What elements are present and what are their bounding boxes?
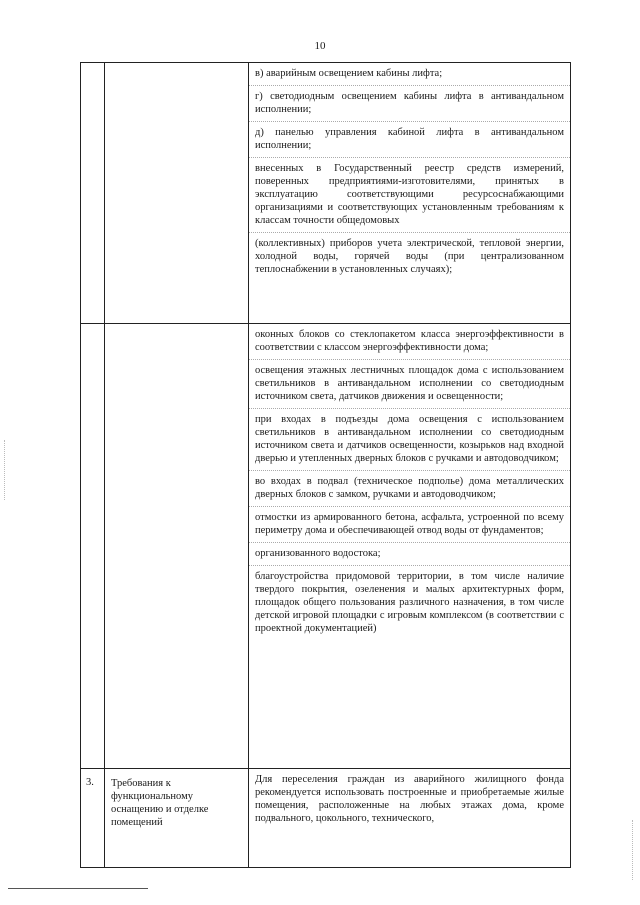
row-number-cell	[81, 769, 105, 868]
requirement-cell	[105, 63, 249, 324]
row-number-cell	[81, 324, 105, 769]
requirement-cell	[105, 324, 249, 769]
footer-rule	[8, 888, 148, 889]
description-cell	[249, 63, 571, 324]
description-paragraph: при входах в подъезды дома освещения с использованием светильников в антивандальном исполнении со светодиодным источником света и датчиков освещенности, козырьков над входной дверью и утепленных дверных блоков с ручками и автодоводчиком;	[249, 409, 570, 471]
row-number-cell	[81, 63, 105, 324]
description-paragraph: внесенных в Государственный реестр средств измерений, поверенных предприятиями-изготовителями, принятых в эксплуатацию соответствующими ресурсоснабжающими организациями и соответствующих установленным требованиям к классам точности общедомовых	[249, 158, 570, 233]
description-paragraph: во входах в подвал (техническое подполье) дома металлических дверных блоков с замком, ручками и автодоводчиком;	[249, 471, 570, 507]
description-paragraph: Для переселения граждан из аварийного жилищного фонда рекомендуется использовать построенные и приобретаемые жилые помещения, расположенные на любых этажах дома, кроме подвального, цокольного, технического,	[255, 774, 564, 824]
row-number: 3.	[86, 777, 94, 788]
description-paragraph: в) аварийным освещением кабины лифта;	[249, 63, 570, 86]
requirements-table	[80, 62, 571, 868]
description-paragraph: д) панелью управления кабиной лифта в антивандальном исполнении;	[249, 122, 570, 158]
description-paragraph: оконных блоков со стеклопакетом класса энергоэффективности в соответствии с классом энергоэффективности дома;	[249, 324, 570, 360]
description-cell	[249, 769, 571, 868]
row-number	[81, 63, 104, 71]
requirement-cell	[105, 769, 249, 868]
row-number	[81, 324, 104, 332]
table-row	[81, 769, 571, 868]
description-paragraph: организованного водостока;	[249, 543, 570, 566]
description-paragraph: отмостки из армированного бетона, асфальта, устроенной по всему периметру дома и обеспечивающей отвод воды от фундаментов;	[249, 507, 570, 543]
requirement-text: Требования к функциональному оснащению и отделке помещений	[111, 778, 209, 828]
table-row	[81, 324, 571, 769]
description-paragraph: г) светодиодным освещением кабины лифта в антивандальном исполнении;	[249, 86, 570, 122]
description-paragraph: благоустройства придомовой территории, в том числе наличие твердого покрытия, озеленения и малых архитектурных форм, площадок общего пользования различного назначения, в том числе детской игровой площадки с игровым комплексом (в соответствии с проектной документацией)	[255, 571, 564, 634]
description-paragraph: освещения этажных лестничных площадок дома с использованием светильников в антивандальном исполнении со светодиодным источником света, датчиков движения и освещенности;	[249, 360, 570, 409]
description-paragraph: (коллективных) приборов учета электрической, тепловой энергии, холодной воды, горячей воды (при централизованном теплоснабжении в установленных случаях);	[255, 238, 564, 275]
description-cell	[249, 324, 571, 769]
scan-artifact	[632, 820, 634, 880]
requirement-text	[105, 63, 248, 71]
requirement-text	[105, 324, 248, 332]
scan-artifact	[4, 440, 6, 500]
table-row	[81, 63, 571, 324]
page-number: 10	[314, 40, 326, 52]
